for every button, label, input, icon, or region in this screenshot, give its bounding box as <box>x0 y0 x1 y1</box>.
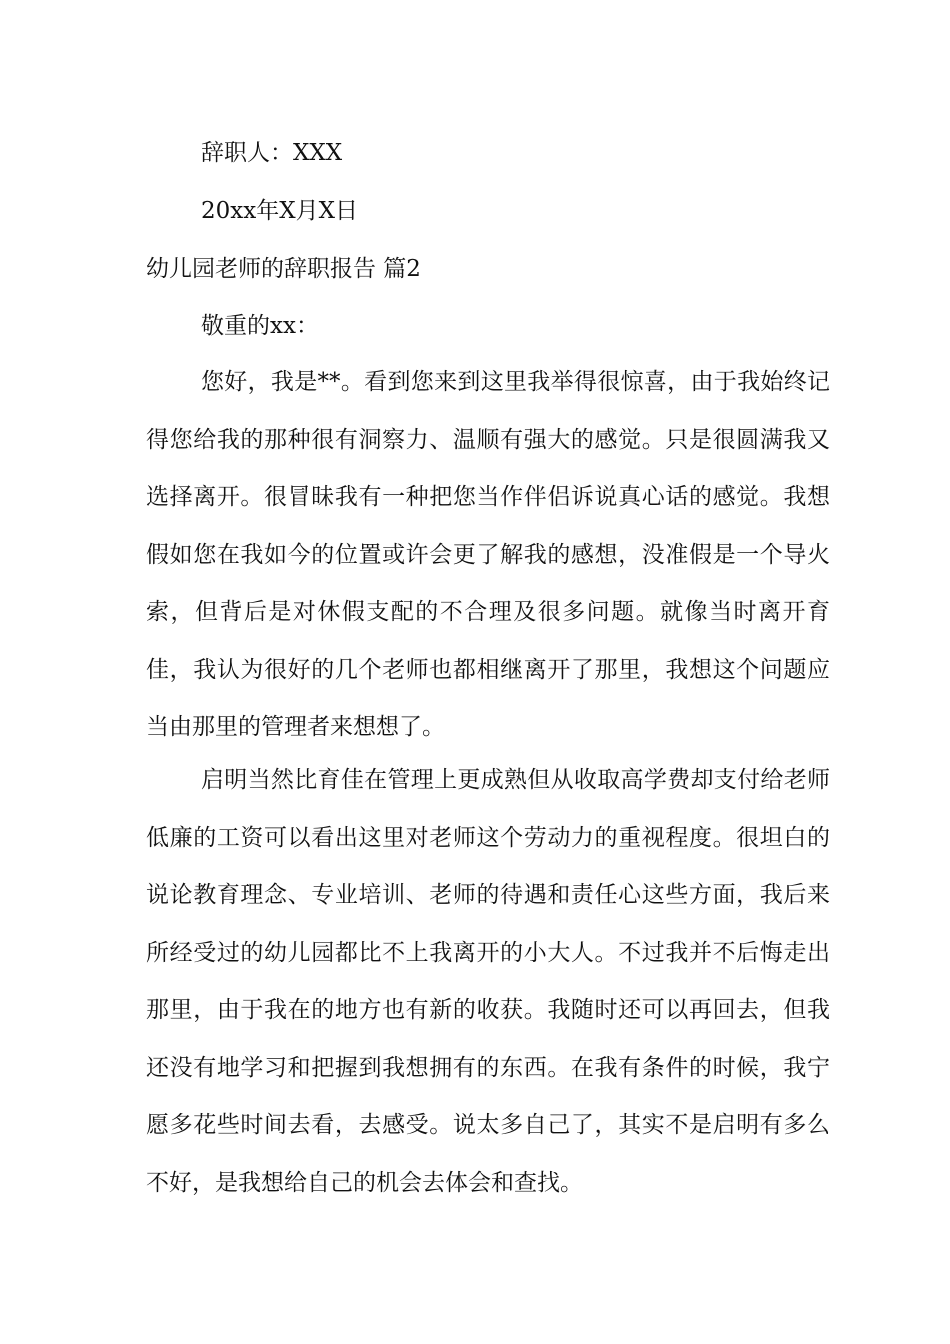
salutation: 敬重的xx： <box>201 313 319 339</box>
body-paragraph-1: 您好，我是**。看到您来到这里我举得很惊喜，由于我始终记得您给我的那种很有洞察力、温顺有强大的感觉。只是很圆满我又选择离开。很冒昧我有一种把您当作伴侣诉说真心话的感觉。我想假如您在我如今的位置或许会更了解我的感想，没准假是一个导火索，但背后是对休假支配的不合理及很多问题。就像当时离开育佳，我认为很好的几个老师也都相继离开了那里，我想这个问题应当由那里的管理者来想想了。 <box>146 369 830 740</box>
section-title: 幼儿园老师的辞职报告 篇2 <box>146 256 421 282</box>
date-line: 20xx年X月X日 <box>201 198 358 224</box>
body-paragraph-2: 启明当然比育佳在管理上更成熟但从收取高学费却支付给老师低廉的工资可以看出这里对老师这个劳动力的重视程度。很坦白的说论教育理念、专业培训、老师的待遇和责任心这些方面，我后来所经受过的幼儿园都比不上我离开的小大人。不过我并不后悔走出那里，由于我在的地方也有新的收获。我随时还可以再回去，但我还没有地学习和把握到我想拥有的东西。在我有条件的时候，我宁愿多花些时间去看，去感受。说太多自己了，其实不是启明有多么不好，是我想给自己的机会去体会和查找。 <box>146 767 830 1196</box>
signature-line: 辞职人：XXX <box>201 140 343 166</box>
